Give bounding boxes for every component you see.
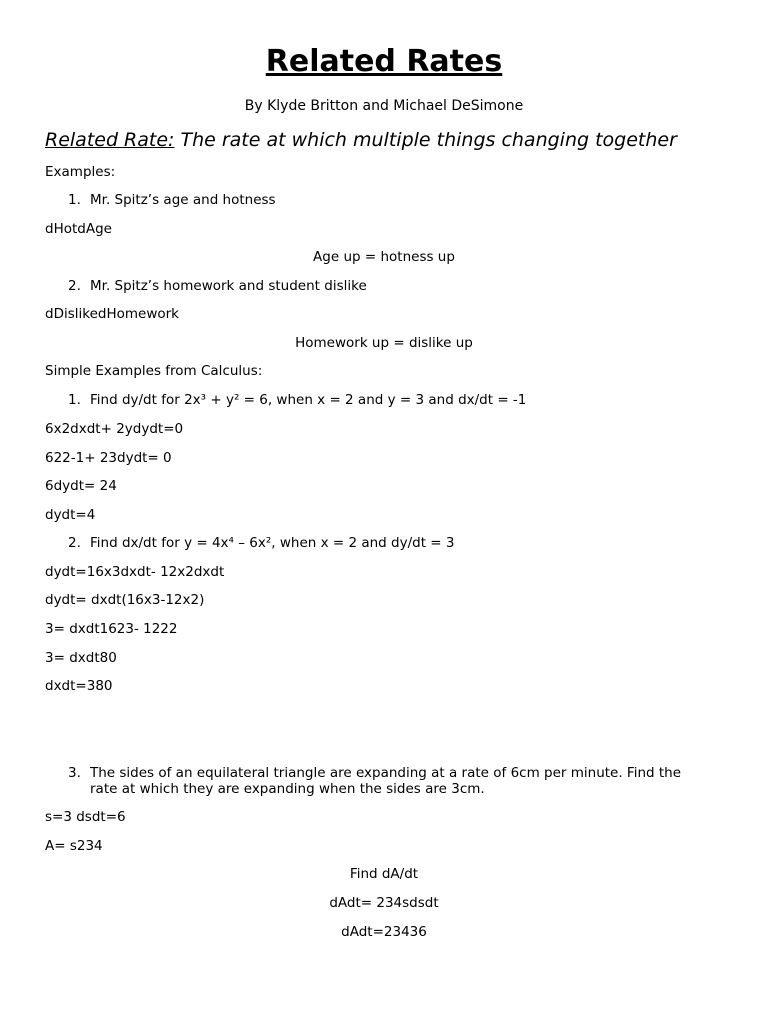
problem-1-text: Find dy/dt for 2x³ + y² = 6, when x = 2 and y = 3 and dx/dt = -1 (90, 392, 527, 408)
problem-1-step-3: 6dydt= 24 (45, 478, 117, 494)
definition (45, 127, 677, 153)
example-2-note: Homework up = dislike up (295, 335, 473, 351)
problem-2-number: 2. (68, 535, 81, 551)
problem-1-step-4: dydt=4 (45, 507, 96, 523)
problem-3-step-2: A= s234 (45, 838, 103, 854)
authors-line: By Klyde Britton and Michael DeSimone (244, 98, 524, 114)
problem-3-number: 3. (68, 765, 81, 781)
example-1-number: 1. (68, 192, 81, 208)
examples-label: Examples: (45, 164, 116, 180)
example-1-derivative: dHotdAge (45, 221, 112, 237)
problem-3-step-1: s=3 dsdt=6 (45, 809, 126, 825)
example-2-text: Mr. Spitz’s homework and student dislike (90, 278, 367, 294)
problem-2-step-1: dydt=16x3dxdt- 12x2dxdt (45, 564, 225, 580)
definition-term: Related Rate: (45, 129, 175, 151)
problem-3-center-2: dAdt= 234sdsdt (329, 895, 439, 911)
definition-text: The rate at which multiple things changing together (174, 129, 677, 151)
problem-2-step-5: dxdt=380 (45, 678, 113, 694)
problem-3-center-3: dAdt=23436 (341, 924, 427, 940)
problem-2-step-2: dydt= dxdt(16x3-12x2) (45, 592, 205, 608)
problem-2-step-4: 3= dxdt80 (45, 650, 117, 666)
problem-3-text: The sides of an equilateral triangle are expanding at a rate of 6cm per minute. Find the rate at which they are expanding when the sides are 3cm. (90, 765, 682, 797)
problem-2-step-3: 3= dxdt1623- 1222 (45, 621, 178, 637)
problem-2-text: Find dx/dt for y = 4x⁴ – 6x², when x = 2 and dy/dt = 3 (90, 535, 455, 551)
example-2-number: 2. (68, 278, 81, 294)
simple-examples-label: Simple Examples from Calculus: (45, 363, 263, 379)
example-1-text: Mr. Spitz’s age and hotness (90, 192, 276, 208)
problem-1-number: 1. (68, 392, 81, 408)
page-title: Related Rates (265, 44, 503, 79)
problem-1-step-1: 6x2dxdt+ 2ydydt=0 (45, 421, 184, 437)
problem-3-center-1: Find dA/dt (349, 866, 419, 882)
example-2-derivative: dDislikedHomework (45, 306, 179, 322)
example-1-note: Age up = hotness up (313, 249, 455, 265)
problem-1-step-2: 622-1+ 23dydt= 0 (45, 450, 172, 466)
